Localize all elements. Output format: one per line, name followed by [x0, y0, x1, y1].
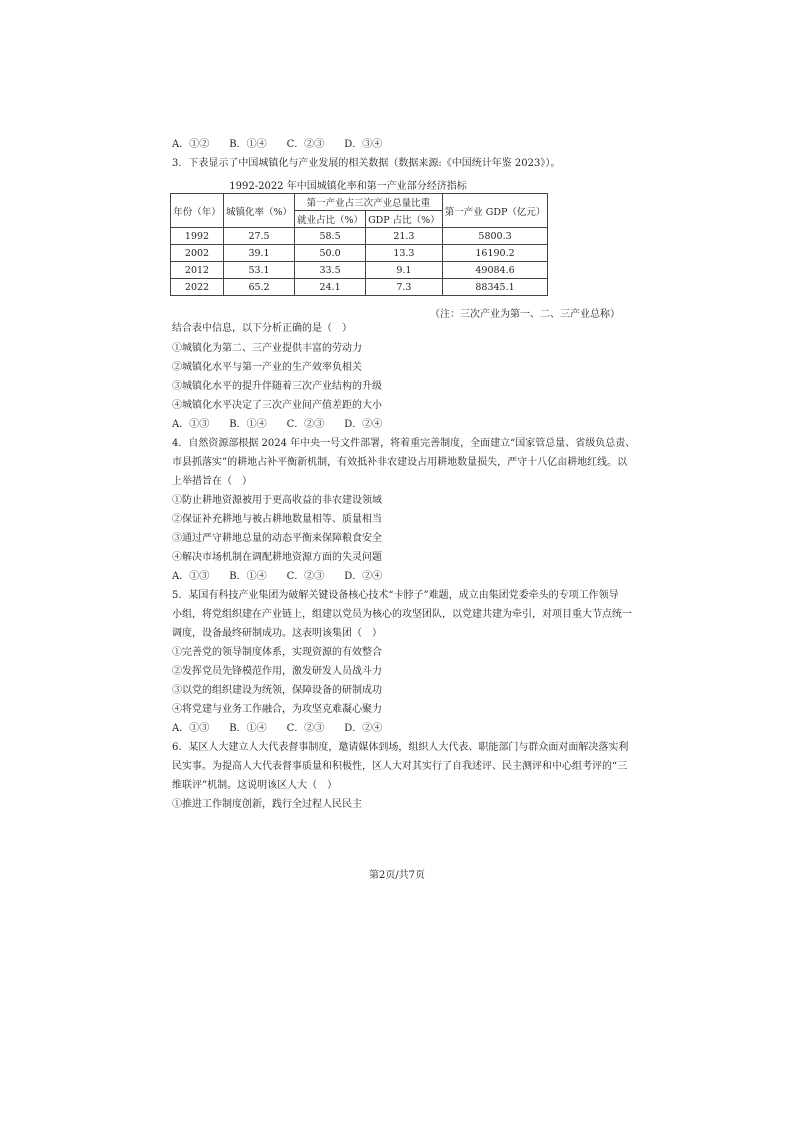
cell-year: 1992 — [171, 228, 224, 245]
q3-stem: 3．下表显示了中国城镇化与产业发展的相关数据（数据来源:《中国统计年鉴 2023》）。 — [172, 158, 561, 169]
q4-stem-line: 市县抓落实”的耕地占补平衡新机制，有效抵补非农建设占用耕地数量损失，严守十八亿亩耕地红线。以 — [172, 457, 628, 468]
q5-option-d: D．②④ — [344, 723, 383, 734]
q2-options — [172, 138, 402, 152]
q3-options — [172, 418, 402, 432]
cell-employment-share: 33.5 — [295, 262, 366, 279]
q3-question: 结合表中信息，以下分析正确的是（ ） — [172, 323, 352, 334]
q5-stem-line: 调度，设备最终研制成功。这表明该集团（ ） — [172, 628, 382, 639]
q5-option-a: A．①③ — [172, 723, 210, 734]
q4-item: ②保证补充耕地与被占耕地数量相等、质量相当 — [172, 514, 382, 525]
table-row — [171, 262, 548, 279]
q6-stem-line: 6．某区人大建立人大代表督事制度，邀请媒体到场，组织人大代表、职能部门与群众面对面解决落实利 — [172, 742, 629, 753]
cell-gdp-share: 21.3 — [366, 228, 443, 245]
cell-urban-rate: 39.1 — [224, 245, 295, 262]
q5-item: ②发挥党员先锋模范作用，激发研发人员战斗力 — [172, 666, 382, 677]
cell-year: 2002 — [171, 245, 224, 262]
table-note: （注：三次产业为第一、二、三产业总称） — [430, 309, 620, 320]
cell-employment-share: 58.5 — [295, 228, 366, 245]
cell-primary-gdp: 16190.2 — [442, 245, 548, 262]
page-number: 第2页/共7页 — [368, 870, 426, 881]
cell-urban-rate: 65.2 — [224, 279, 295, 296]
q4-stem-line: 上举措旨在（ ） — [172, 476, 252, 487]
q4-option-b: B．①④ — [229, 571, 267, 582]
q3-item: ①城镇化为第二、三产业提供丰富的劳动力 — [172, 343, 362, 354]
table-caption: 1992-2022 年中国城镇化率和第一产业部分经济指标 — [229, 181, 467, 192]
header-primary-gdp: 第一产业 GDP（亿元） — [442, 194, 548, 228]
q5-option-b: B．①④ — [229, 723, 267, 734]
cell-year: 2012 — [171, 262, 224, 279]
q5-stem-line: 小组，将党组织建在产业链上，组建以党员为核心的攻坚团队，以党建共建为牵引，对项目重大节点统一 — [172, 609, 632, 620]
cell-gdp-share: 13.3 — [366, 245, 443, 262]
q3-option-c: C．②③ — [286, 419, 325, 430]
q3-item: ③城镇化水平的提升伴随着三次产业结构的升级 — [172, 381, 382, 392]
q3-option-a: A．①③ — [172, 419, 210, 430]
cell-employment-share: 24.1 — [295, 279, 366, 296]
q4-stem-line: 4．自然资源部根据 2024 年中央一号文件部署，将着重完善制度，全面建立“国家管总量、省级负总责、 — [172, 438, 636, 449]
q2-option-d: D．③④ — [344, 139, 383, 150]
q3-option-d: D．②④ — [344, 419, 383, 430]
table-row — [171, 228, 548, 245]
q4-options — [172, 570, 402, 584]
q4-item: ③通过严守耕地总量的动态平衡来保障粮食安全 — [172, 533, 382, 544]
q3-option-b: B．①④ — [229, 419, 267, 430]
cell-employment-share: 50.0 — [295, 245, 366, 262]
q5-item: ③以党的组织建设为统领，保障设备的研制成功 — [172, 685, 382, 696]
q6-stem-line: 维联评”机制。这说明该区人大（ ） — [172, 780, 338, 791]
cell-urban-rate: 53.1 — [224, 262, 295, 279]
q5-stem-line: 5．某国有科技产业集团为破解关键设备核心技术“卡脖子”难题，成立由集团党委牵头的专项工作领导 — [172, 590, 619, 601]
q6-stem-line: 民实事。为提高人大代表督事质量和积极性，区人大对其实行了自我述评、民主测评和中心组考评的“三 — [172, 761, 628, 772]
q4-option-a: A．①③ — [172, 571, 210, 582]
cell-year: 2022 — [171, 279, 224, 296]
q5-option-c: C．②③ — [286, 723, 325, 734]
q4-option-c: C．②③ — [286, 571, 325, 582]
data-table — [170, 193, 548, 296]
header-ratio-group: 第一产业占三次产业总量比重 — [295, 194, 443, 211]
header-urban-rate: 城镇化率（%） — [224, 194, 295, 228]
header-gdp-share: GDP 占比（%） — [366, 211, 443, 228]
q2-option-c: C．②③ — [286, 139, 325, 150]
q5-options — [172, 722, 402, 736]
header-year: 年份（年） — [171, 194, 224, 228]
table-row — [171, 245, 548, 262]
q4-option-d: D．②④ — [344, 571, 383, 582]
table-row — [171, 279, 548, 296]
q4-item: ④解决市场机制在调配耕地资源方面的失灵问题 — [172, 552, 382, 563]
q5-item: ④将党建与业务工作融合，为攻坚克难凝心聚力 — [172, 704, 382, 715]
cell-gdp-share: 9.1 — [366, 262, 443, 279]
header-employment-share: 就业占比（%） — [295, 211, 366, 228]
q6-item: ①推进工作制度创新，践行全过程人民民主 — [172, 799, 362, 810]
cell-urban-rate: 27.5 — [224, 228, 295, 245]
cell-primary-gdp: 49084.6 — [442, 262, 548, 279]
q4-item: ①防止耕地资源被用于更高收益的非农建设领域 — [172, 495, 382, 506]
cell-primary-gdp: 88345.1 — [442, 279, 548, 296]
q3-item: ④城镇化水平决定了三次产业间产值差距的大小 — [172, 400, 382, 411]
cell-primary-gdp: 5800.3 — [442, 228, 548, 245]
cell-gdp-share: 7.3 — [366, 279, 443, 296]
q2-option-a: A．①② — [172, 139, 210, 150]
q2-option-b: B．①④ — [229, 139, 267, 150]
q5-item: ①完善党的领导制度体系，实现资源的有效整合 — [172, 647, 382, 658]
q3-item: ②城镇化水平与第一产业的生产效率负相关 — [172, 362, 362, 373]
